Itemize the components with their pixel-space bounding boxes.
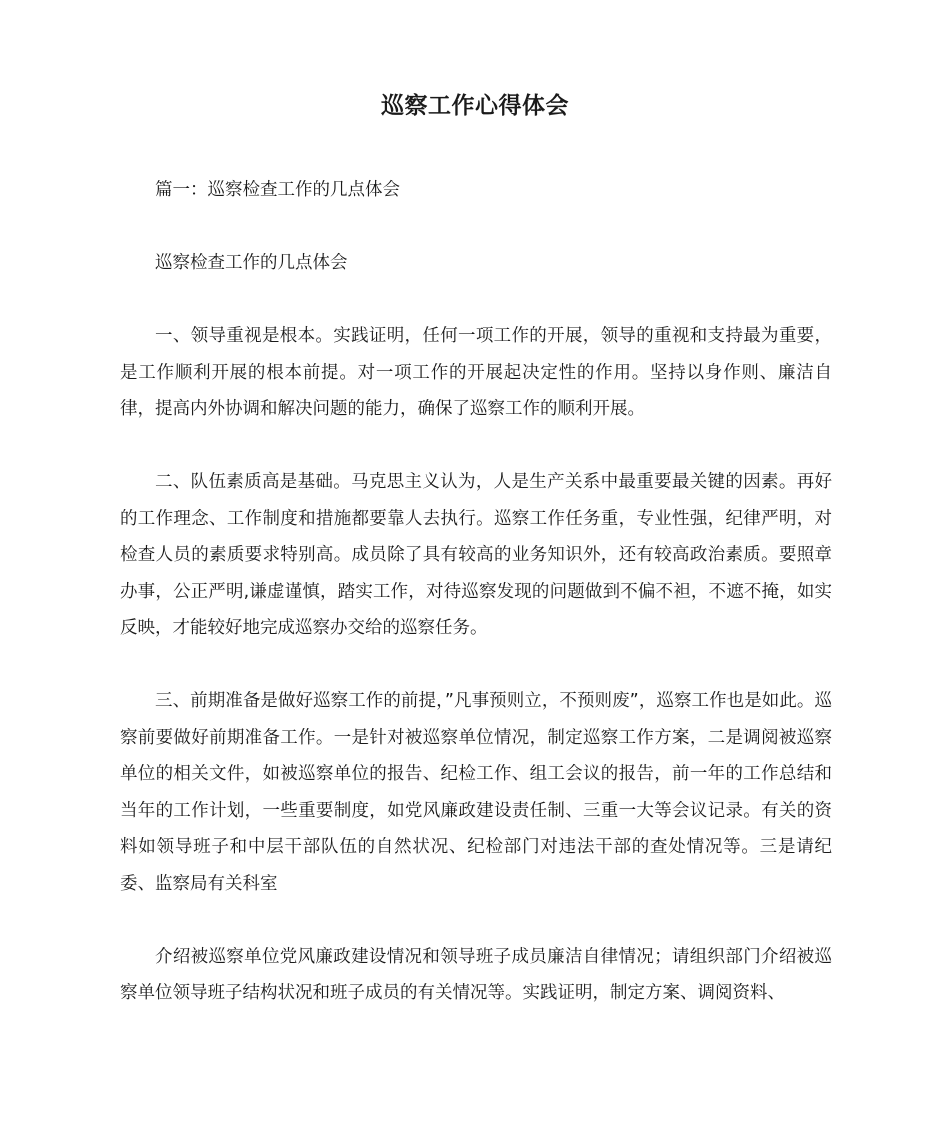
paragraph-introduction: 介绍被巡察单位党风廉政建设情况和领导班子成员廉洁自律情况；请组织部门介绍被巡察单位领导班子结构状况和班子成员的有关情况等。实践证明，制定方案、调阅资料、 [120,946,832,1003]
document-title: 巡察工作心得体会 [381,93,569,119]
document-body [120,172,832,1048]
paragraph-preparation: 三、前期准备是做好巡察工作的前提，”凡事预则立，不预则废”，巡察工作也是如此。巡察前要做好前期准备工作。一是针对被巡察单位情况，制定巡察工作方案，二是调阅被巡察单位的相关文件，如被巡察单位的报告、纪检工作、组工会议的报告，前一年的工作总结和当年的工作计划，一些重要制度，如党风廉政建设责任制、三重一大等会议记录。有关的资料如领导班子和中层干部队伍的自然状况、纪检部门对违法干部的查处情况等。三是请纪委、监察局有关科室 [120,691,832,894]
article-subtitle: 巡察检查工作的几点体会 [155,253,348,273]
paragraph-team-quality: 二、队伍素质高是基础。马克思主义认为，人是生产关系中最重要最关键的因素。再好的工作理念、工作制度和措施都要靠人去执行。巡察工作任务重，专业性强，纪律严明，对检查人员的素质要求特别高。成员除了具有较高的业务知识外，还有较高政治素质。要照章办事，公正严明,谦虚谨慎，踏实工作，对待巡察发现的问题做到不偏不袒，不遮不掩，如实反映，才能较好地完成巡察办交给的巡察任务。 [120,472,832,638]
section-heading: 篇一：巡察检查工作的几点体会 [155,180,400,200]
paragraph-leadership: 一、领导重视是根本。实践证明，任何一项工作的开展，领导的重视和支持最为重要，是工作顺利开展的根本前提。对一项工作的开展起决定性的作用。坚持以身作则、廉洁自律，提高内外协调和解决问题的能力，确保了巡察工作的顺利开展。 [120,326,832,419]
